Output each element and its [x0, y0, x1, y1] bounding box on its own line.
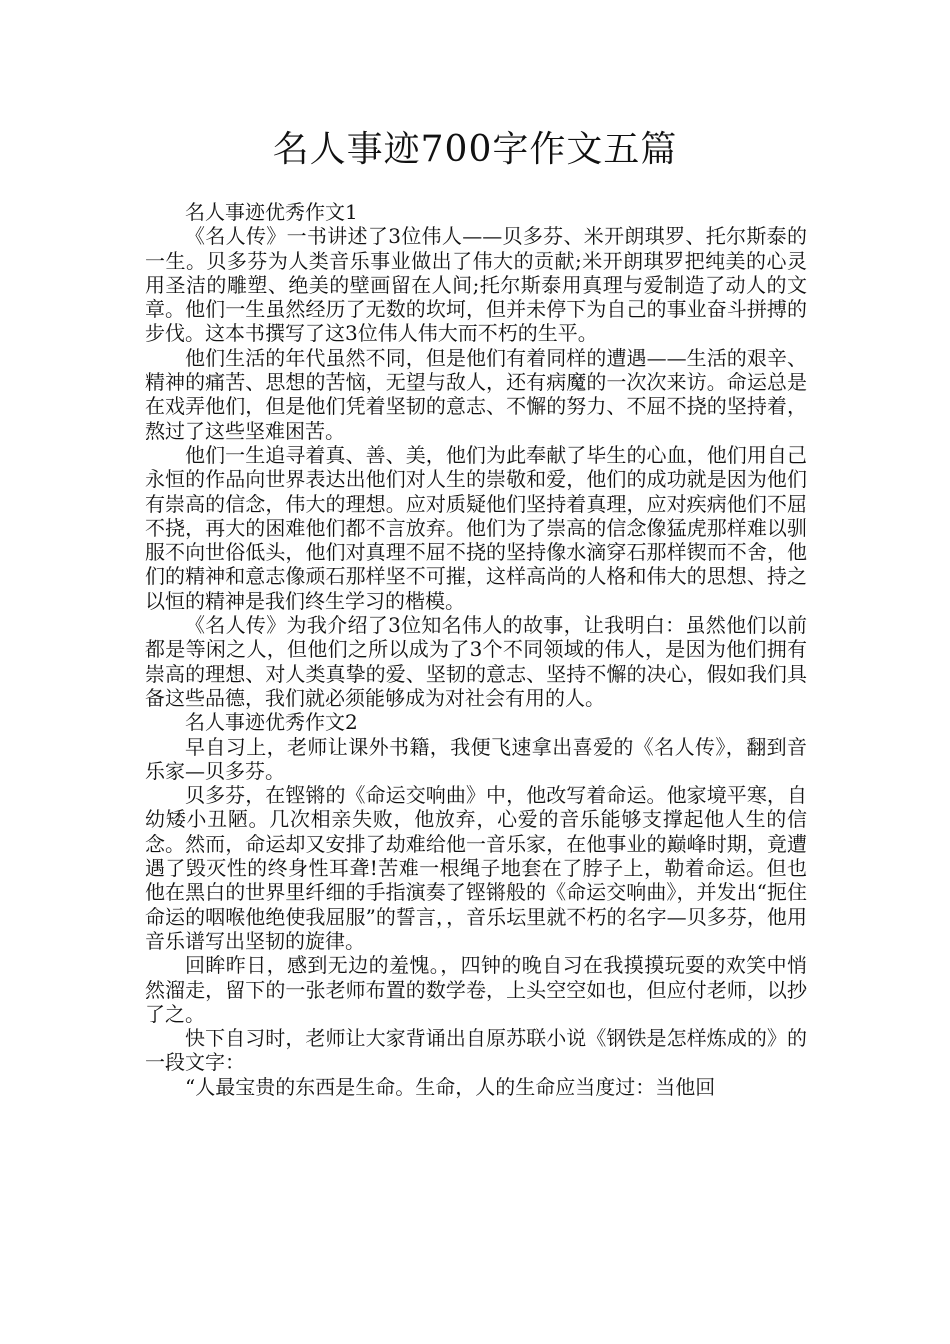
- section-heading: 名人事迹优秀作文1: [185, 200, 358, 224]
- paragraph: 《名人传》为我介绍了3位知名伟人的故事，让我明白：虽然他们以前都是等闲之人，但他们之所以成为了3个不同领域的伟人，是因为他们拥有崇高的理想、对人类真挚的爱、坚韧的意志、坚持不懈的决心，假如我们具备这些品德，我们就必须能够成为对社会有用的人。: [145, 613, 807, 710]
- section-heading: 名人事迹优秀作文2: [185, 710, 358, 735]
- paragraph: 回眸昨日，感到无边的羞愧。，四钟的晚自习在我摸摸玩耍的欢笑中悄然溜走，留下的一张老师布置的数学卷，上头空空如也，但应付老师，以抄了之。: [145, 953, 807, 1026]
- paragraph: 他们生活的年代虽然不同，但是他们有着同样的遭遇——生活的艰辛、精神的痛苦、思想的苦恼，无望与敌人，还有病魔的一次次来访。命运总是在戏弄他们，但是他们凭着坚韧的意志、不懈的努力、不屈不挠的坚持着，熬过了这些坚难困苦。: [145, 345, 807, 443]
- paragraph: 他们一生追寻着真、善、美，他们为此奉献了毕生的心血，他们用自己永恒的作品向世界表达出他们对人生的崇敬和爱，他们的成功就是因为他们有崇高的信念，伟大的理想。应对质疑他们坚持着真理，应对疾病他们不屈不挠，再大的困难他们都不言放弃。他们为了崇高的信念像猛虎那样难以驯服不向世俗低头，他们对真理不屈不挠的坚持像水滴穿石那样锲而不舍，他们的精神和意志像顽石那样坚不可摧，这样高尚的人格和伟大的思想、持之以恒的精神是我们终生学习的楷模。: [145, 442, 807, 613]
- paragraph: 快下自习时，老师让大家背诵出自原苏联小说《钢铁是怎样炼成的》的一段文字：: [145, 1026, 807, 1075]
- paragraph: “人最宝贵的东西是生命。生命，人的生命应当度过：当他回: [185, 1074, 716, 1099]
- paragraph: 早自习上，老师让课外书籍，我便飞速拿出喜爱的《名人传》，翻到音乐家—贝多芬。: [145, 734, 807, 783]
- paragraph: 《名人传》一书讲述了3位伟人——贝多芬、米开朗琪罗、托尔斯泰的一生。贝多芬为人类音乐事业做出了伟大的贡献;米开朗琪罗把纯美的心灵用圣洁的雕塑、绝美的壁画留在人间;托尔斯泰用真理与爱制造了动人的文章。他们一生虽然经历了无数的坎坷，但并未停下为自己的事业奋斗拼搏的步伐。这本书撰写了这3位伟人伟大而不朽的生平。: [145, 224, 807, 346]
- document-body: [145, 200, 807, 1330]
- paragraph: 贝多芬，在铿锵的《命运交响曲》中，他改写着命运。他家境平寒，自幼矮小丑陋。几次相亲失败，他放弃，心爱的音乐能够支撑起他人生的信念。然而，命运却又安排了劫难给他一音乐家，在他事业的巅峰时期，竟遭遇了毁灭性的终身性耳聋!苦难一根绳子地套在了脖子上，勒着命运。但也他在黑白的世界里纤细的手指演奏了铿锵般的《命运交响曲》，并发出“扼住命运的咽喉他绝使我屈服”的誓言，，音乐坛里就不朽的名字—贝多芬，他用音乐谱写出坚韧的旋律。: [145, 783, 807, 953]
- document-title: 名人事迹700字作文五篇: [272, 129, 678, 170]
